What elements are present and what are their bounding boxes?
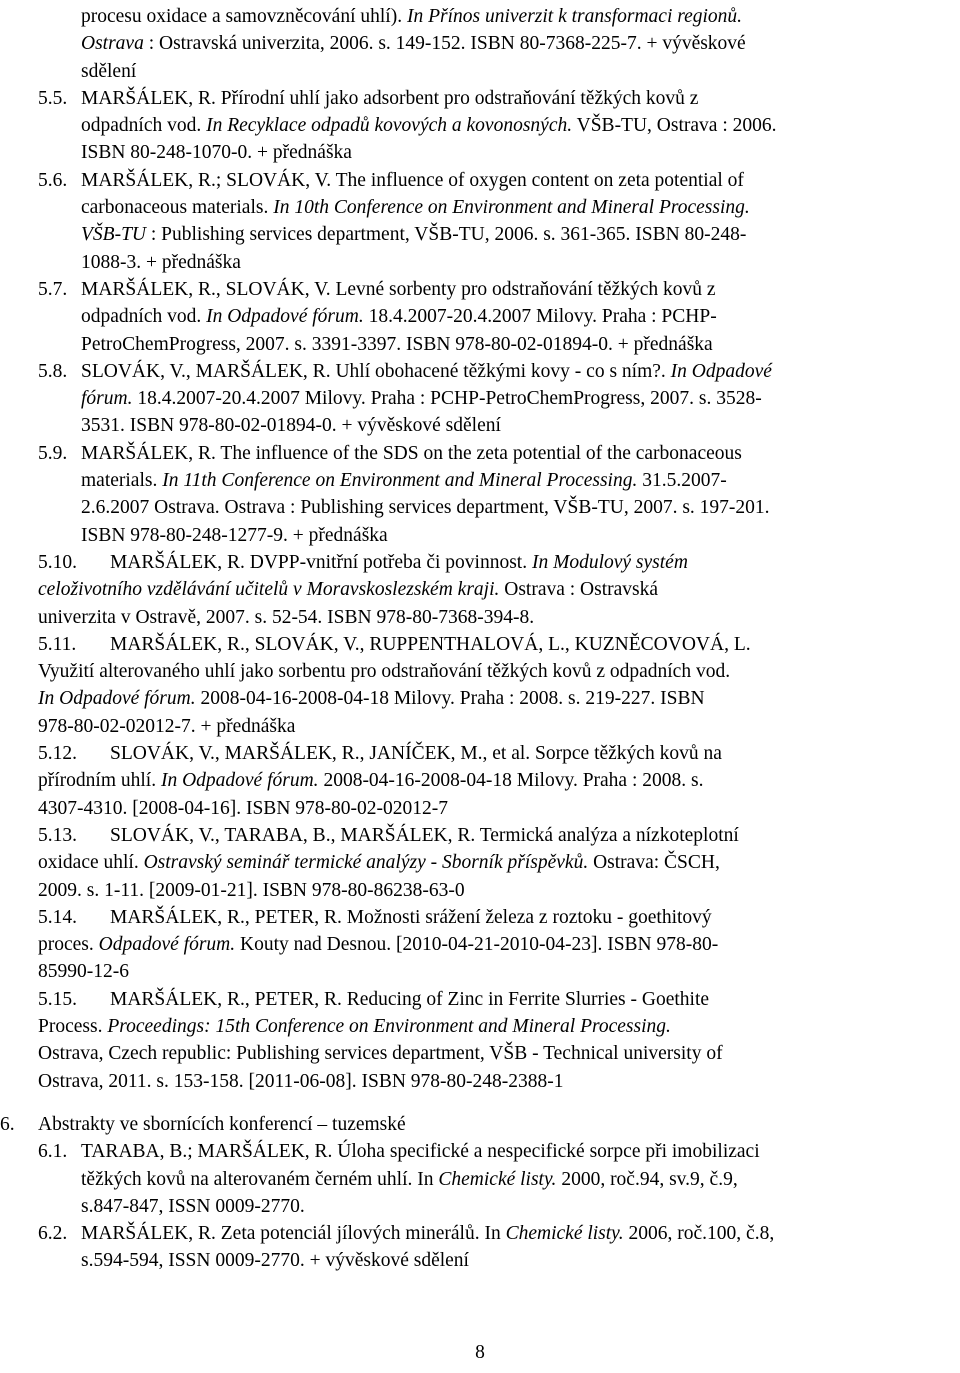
entry-line: přírodním uhlí. In Odpadové fórum. 2008-04-16-2008-04-18 Milovy. Praha : 2008. s. (38, 770, 704, 792)
section-heading (0, 1111, 940, 1138)
entry-line: sdělení (81, 60, 137, 82)
entry-line: 978-80-02-02012-7. + přednáška (38, 715, 296, 737)
entry-line: PetroChemProgress, 2007. s. 3391-3397. ISBN 978-80-02-01894-0. + přednáška (81, 333, 713, 355)
reference-entry (38, 440, 938, 549)
entry-number: 5.12. (38, 743, 77, 765)
entry-line: SLOVÁK, V., TARABA, B., MARŠÁLEK, R. Termická analýza a nízkoteplotní (110, 825, 739, 846)
entry-line: univerzita v Ostravě, 2007. s. 52-54. ISBN 978-80-7368-394-8. (38, 606, 535, 628)
entry-line: odpadních vod. In Odpadové fórum. 18.4.2007-20.4.2007 Milovy. Praha : PCHP- (81, 306, 717, 328)
entry-line: VŠB-TU : Publishing services department, VŠB-TU, 2006. s. 361-365. ISBN 80-248- (81, 224, 747, 246)
entry-text (81, 440, 938, 549)
entry-line: MARŠÁLEK, R. The influence of the SDS on the zeta potential of the carbonaceous (81, 442, 742, 464)
entry-line: oxidace uhlí. Ostravský seminář termické analýzy - Sborník příspěvků. Ostrava: ČSCH, (38, 852, 720, 874)
entry-line: Ostrava, Czech republic: Publishing services department, VŠB - Technical university of (38, 1043, 723, 1065)
entry-line: MARŠÁLEK, R. DVPP-vnitřní potřeba či povinnost. In Modulový systém (110, 552, 688, 573)
entry-line: SLOVÁK, V., MARŠÁLEK, R., JANÍČEK, M., et al. Sorpce těžkých kovů na (110, 743, 722, 765)
entry-text (38, 740, 938, 822)
entry-number: 5.7. (38, 279, 68, 300)
entry-number: 5.14. (38, 906, 77, 928)
reference-entry (38, 3, 938, 85)
abstract-entry (38, 1138, 938, 1220)
entry-number: 5.9. (38, 442, 68, 464)
entry-text (81, 85, 938, 167)
entry-line: Využití alterovaného uhlí jako sorbentu pro odstraňování těžkých kovů z odpadních vod. (38, 661, 731, 683)
entry-line: MARŠÁLEK, R., PETER, R. Možnosti srážení železa z roztoku - goethitový (110, 906, 712, 928)
entry-line: ISBN 80-248-1070-0. + přednáška (81, 142, 352, 164)
entry-number: 5.6. (38, 169, 68, 191)
reference-entry (38, 276, 938, 358)
entry-number: 5.8. (38, 360, 68, 382)
entry-text (81, 3, 938, 85)
reference-entry (38, 740, 938, 822)
entry-text (81, 276, 938, 358)
reference-entry (38, 85, 938, 167)
entry-line: Ostrava, 2011. s. 153-158. [2011-06-08]. ISBN 978-80-248-2388-1 (38, 1070, 564, 1092)
page-number: 8 (475, 1342, 485, 1363)
entry-line: MARŠÁLEK, R., SLOVÁK, V. Levné sorbenty pro odstraňování těžkých kovů z (81, 279, 716, 300)
reference-entry (38, 631, 938, 740)
entry-number: 5.11. (38, 633, 77, 655)
entry-line: s.847-847, ISSN 0009-2770. (81, 1195, 305, 1217)
entry-line: 2.6.2007 Ostrava. Ostrava : Publishing services department, VŠB-TU, 2007. s. 197-201. (81, 497, 770, 519)
reference-entry (38, 822, 938, 904)
section-title: Abstrakty ve sbornících konferencí – tuzemské (38, 1114, 406, 1135)
entry-line: 1088-3. + přednáška (81, 251, 241, 273)
entry-line: odpadních vod. In Recyklace odpadů kovových a kovonosných. VŠB-TU, Ostrava : 2006. (81, 115, 777, 137)
abstract-entry (38, 1220, 938, 1275)
entry-number: 5.10. (38, 552, 77, 573)
entry-line: ISBN 978-80-248-1277-9. + přednáška (81, 524, 388, 546)
entry-line: Process. Proceedings: 15th Conference on Environment and Mineral Processing. (38, 1016, 671, 1038)
entry-line: MARŠÁLEK, R., SLOVÁK, V., RUPPENTHALOVÁ, L., KUZNĚCOVOVÁ, L. (110, 633, 751, 655)
entry-text (38, 986, 938, 1095)
entry-line: In Odpadové fórum. 2008-04-16-2008-04-18 Milovy. Praha : 2008. s. 219-227. ISBN (38, 688, 705, 710)
entry-line: 85990-12-6 (38, 961, 129, 983)
reference-entry (38, 549, 938, 631)
entry-line: 3531. ISBN 978-80-02-01894-0. + vývěskové sdělení (81, 415, 501, 437)
entry-text (81, 358, 938, 440)
entry-number: 5.5. (38, 87, 68, 109)
entry-line: 2009. s. 1-11. [2009-01-21]. ISBN 978-80-86238-63-0 (38, 879, 465, 901)
entry-line: carbonaceous materials. In 10th Conference on Environment and Mineral Processing. (81, 197, 750, 219)
reference-entry (38, 167, 938, 276)
entry-line: SLOVÁK, V., MARŠÁLEK, R. Uhlí obohacené těžkými kovy - co s ním?. In Odpadové (81, 360, 772, 382)
reference-entry (38, 904, 938, 986)
entry-number: 6.2. (38, 1223, 68, 1245)
entry-line: fórum. 18.4.2007-20.4.2007 Milovy. Praha : PCHP-PetroChemProgress, 2007. s. 3528- (81, 388, 762, 410)
entry-line: těžkých kovů na alterovaném černém uhlí. In Chemické listy. 2000, roč.94, sv.9, č.9, (81, 1168, 738, 1190)
entry-text (38, 549, 938, 631)
entry-text (38, 631, 938, 740)
entry-line: MARŠÁLEK, R., PETER, R. Reducing of Zinc in Ferrite Slurries - Goethite (110, 988, 710, 1010)
entry-line: MARŠÁLEK, R. Přírodní uhlí jako adsorbent pro odstraňování těžkých kovů z (81, 87, 699, 109)
entry-line: celoživotního vzdělávání učitelů v Moravskoslezském kraji. Ostrava : Ostravská (38, 579, 659, 601)
entry-line: s.594-594, ISSN 0009-2770. + vývěskové sdělení (81, 1250, 469, 1272)
entry-text (38, 822, 938, 904)
entry-line: Ostrava : Ostravská univerzita, 2006. s. 149-152. ISBN 80-7368-225-7. + vývěskové (81, 33, 746, 55)
entry-text (81, 167, 938, 276)
entry-line: 4307-4310. [2008-04-16]. ISBN 978-80-02-02012-7 (38, 797, 448, 819)
entry-number: 6.1. (38, 1141, 68, 1163)
entry-text (81, 1138, 938, 1220)
entry-line: materials. In 11th Conference on Environment and Mineral Processing. 31.5.2007- (81, 470, 727, 492)
entry-line: MARŠÁLEK, R.; SLOVÁK, V. The influence of oxygen content on zeta potential of (81, 169, 744, 191)
entry-line: MARŠÁLEK, R. Zeta potenciál jílových minerálů. In Chemické listy. 2006, roč.100, č.8, (81, 1223, 775, 1245)
reference-entry (38, 358, 938, 440)
entry-number: 5.15. (38, 988, 77, 1010)
reference-entry (38, 986, 938, 1095)
entry-line: procesu oxidace a samovzněcování uhlí). In Přínos univerzit k transformaci regionů. (81, 6, 743, 27)
entry-line: proces. Odpadové fórum. Kouty nad Desnou. [2010-04-21-2010-04-23]. ISBN 978-80- (38, 934, 719, 956)
entry-number: 5.13. (38, 825, 77, 846)
entry-text (81, 1220, 938, 1275)
section-number: 6. (0, 1114, 15, 1135)
entry-text (38, 904, 938, 986)
entry-line: TARABA, B.; MARŠÁLEK, R. Úloha specifické a nespecifické sorpce při imobilizaci (81, 1141, 760, 1163)
